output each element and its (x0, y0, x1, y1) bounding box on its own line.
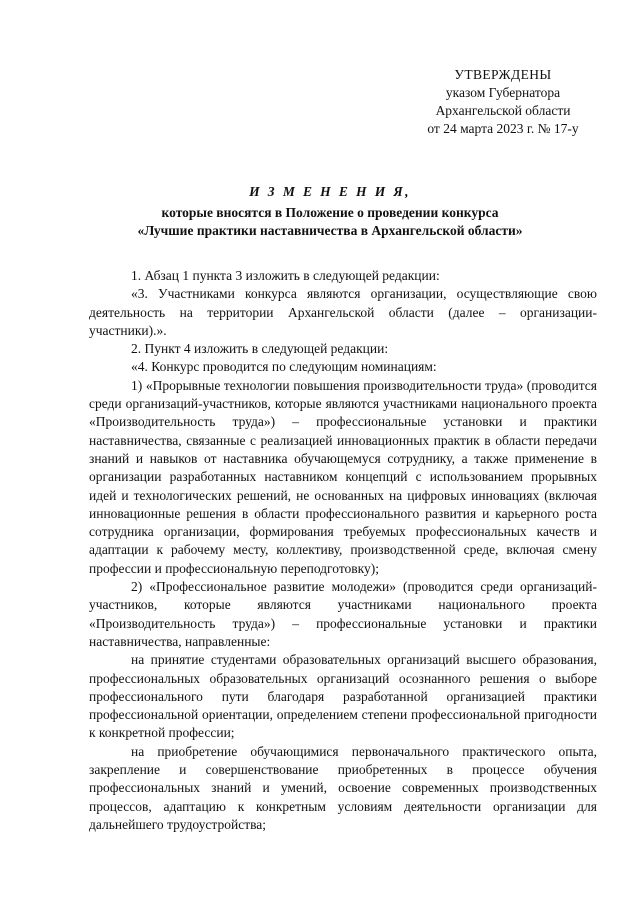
approval-title: УТВЕРЖДЕНЫ (454, 67, 552, 82)
document-title (90, 183, 570, 241)
paragraph: «3. Участниками конкурса являются организации, осуществляющие свою деятельность на территории Архангельской области (далее – организации-участники).». (89, 286, 597, 338)
paragraph: 2. Пункт 4 изложить в следующей редакции: (131, 341, 389, 357)
paragraph: 1. Абзац 1 пункта 3 изложить в следующей редакции: (131, 268, 440, 283)
paragraph: «4. Конкурс проводится по следующим номинациям: (131, 359, 437, 375)
title-heading: И З М Е Н Е Н И Я, (249, 184, 411, 199)
title-line-2: «Лучшие практики наставничества в Архангельской области» (137, 223, 523, 238)
approval-line-region: Архангельской области (435, 103, 571, 118)
title-line-1: которые вносятся в Положение о проведении конкурса (161, 204, 499, 220)
paragraph: 2) «Профессиональное развитие молодежи» (проводится среди организаций-участников, которые являются участниками национального проекта «Производительность труда») – профессиональные установки и практики наставничества, направленные: (89, 579, 597, 649)
approval-line-decree: указом Губернатора (445, 85, 561, 100)
document-body (89, 267, 597, 834)
approval-line-date: от 24 марта 2023 г. № 17-у (427, 121, 579, 136)
paragraph: на приобретение обучающимися первоначального практического опыта, закрепление и совершенствование приобретенных в процессе обучения профессиональных знаний и умений, освоение современных производственных процессов, адаптацию к конкретным условиям деятельности организации для дальнейшего трудоустройства; (89, 743, 597, 832)
paragraph: на принятие студентами образовательных организаций высшего образования, профессиональных образовательных организаций осознанного решения о выборе профессионального пути благодаря разработанной организацией практики профессиональной ориентации, определением степени профессиональной пригодности к конкретной профессии; (89, 652, 597, 741)
paragraph: 1) «Прорывные технологии повышения производительности труда» (проводится среди организаций-участников, которые являются участниками национального проекта «Производительность труда») – профессиональные установки и практики наставничества, связанные с реализацией инновационных практик в области передачи знаний и навыков от наставника обучающемуся сотруднику, а также применение в организации разработанных наставником концепций с использованием прорывных идей и технологических решений, не основанных на цифровых инновациях (включая инновационные решения в области профессионального развития и карьерного роста сотрудника организации, формирования требуемых профессиональных качеств и адаптации к рабочему месту, коллективу, производственной среде, включая смену профессии и профессиональную переподготовку); (89, 377, 597, 576)
approval-stamp (408, 66, 598, 138)
